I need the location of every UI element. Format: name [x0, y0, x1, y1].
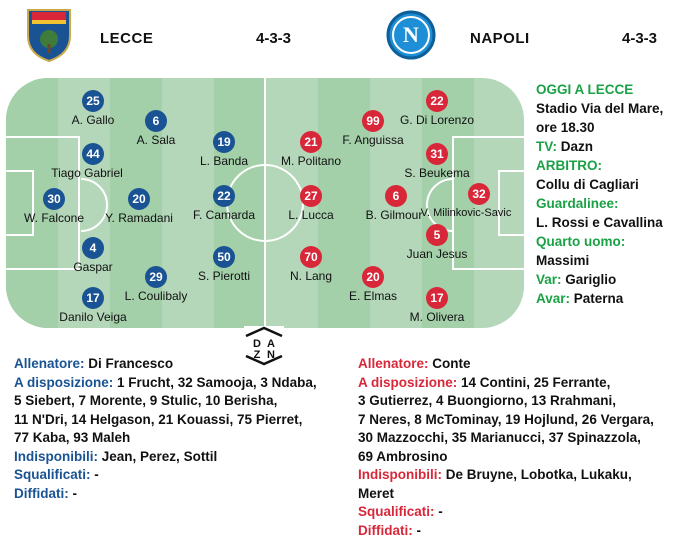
player-number: 17 — [426, 287, 448, 309]
napoli-crest — [386, 10, 436, 60]
player-name: Juan Jesus — [406, 247, 468, 261]
away-bench-label: A disposizione: — [358, 374, 458, 390]
player-name: W. Falcone — [23, 211, 85, 225]
player-number: 6 — [145, 110, 167, 132]
player-number: 19 — [213, 131, 235, 153]
home-coach: Di Francesco — [88, 356, 174, 371]
home-warned: - — [72, 485, 78, 501]
venue: Stadio Via del Mare, — [536, 101, 664, 116]
fourth-official-label: Quarto uomo: — [536, 234, 626, 249]
var-label: Var: — [536, 272, 562, 287]
home-team-name: LECCE — [100, 30, 154, 47]
player-number: 20 — [362, 266, 384, 288]
away-suspended-label: Squalificati: — [358, 504, 435, 519]
player-number: 31 — [426, 143, 448, 165]
home-warned-label: Diffidati: — [14, 485, 69, 501]
player-name: F. Camarda — [192, 208, 256, 222]
svg-text:A: A — [267, 338, 275, 350]
away-team-name: NAPOLI — [470, 30, 530, 47]
home-formation: 4-3-3 — [256, 30, 292, 47]
player-name: M. Politano — [280, 154, 342, 168]
player-name: Tiago Gabriel — [51, 166, 123, 180]
away-warned: - — [416, 522, 422, 538]
player-number: 22 — [213, 185, 235, 207]
home-suspended-label: Squalificati: — [14, 467, 91, 482]
player-name: G. Di Lorenzo — [399, 113, 475, 127]
away-coach: Conte — [432, 356, 471, 371]
center-circle — [226, 164, 304, 242]
fourth-official-value: Massimi — [536, 253, 590, 268]
referee-label: ARBITRO: — [536, 158, 602, 173]
player-name: L. Coulibaly — [124, 289, 188, 303]
away-formation: 4-3-3 — [622, 30, 658, 47]
lecce-crest — [26, 6, 72, 62]
away-suspended: - — [438, 504, 443, 519]
info-title: OGGI A LECCE — [536, 82, 634, 97]
player-name: Gaspar — [73, 260, 113, 274]
player-name: S. Pierotti — [197, 269, 251, 283]
player-name: V. Milinkovic-Savic — [420, 207, 512, 219]
player-number: 30 — [43, 188, 65, 210]
home-bench-line: 5 Siebert, 7 Morente, 9 Stulic, 10 Berisha, — [14, 393, 278, 408]
player-number: 44 — [82, 143, 104, 165]
player-number: 4 — [82, 237, 104, 259]
player-number: 17 — [82, 287, 104, 309]
player-name: B. Gilmour — [365, 208, 423, 222]
linesmen-label: Guardalinee: — [536, 196, 619, 211]
player-number: 99 — [362, 110, 384, 132]
away-bench-line: 14 Contini, 25 Ferrante, — [461, 374, 611, 390]
svg-text:Z: Z — [253, 349, 261, 361]
player-number: 70 — [300, 246, 322, 268]
home-unavailable: Jean, Perez, Sottil — [101, 448, 218, 464]
player-number: 6 — [385, 185, 407, 207]
avar-label: Avar: — [536, 291, 571, 306]
away-bench-line: 30 Mazzocchi, 35 Marianucci, 37 Spinazzola, — [358, 430, 641, 445]
away-squad-info — [358, 355, 678, 540]
svg-text:D: D — [253, 338, 261, 350]
kickoff: ore 18.30 — [536, 120, 595, 135]
home-unavailable-label: Indisponibili: — [14, 448, 98, 464]
player-name: A. Sala — [136, 133, 176, 147]
away-unavailable-label: Indisponibili: — [358, 467, 442, 482]
home-bench-line: 11 N'Dri, 14 Helgason, 21 Kouassi, 75 Pierret, — [14, 411, 303, 427]
player-name: L. Banda — [199, 154, 249, 168]
player-number: 25 — [82, 90, 104, 112]
svg-text:N: N — [403, 22, 419, 47]
player-number: 32 — [468, 183, 490, 205]
home-bench-line: 1 Frucht, 32 Samooja, 3 Ndaba, — [117, 374, 317, 390]
player-name: S. Beukema — [404, 166, 470, 180]
tv-value: Dazn — [560, 139, 594, 154]
player-number: 5 — [426, 224, 448, 246]
referee-value: Collu di Cagliari — [536, 177, 639, 192]
player-name: F. Anguissa — [342, 133, 404, 147]
away-unavailable-line: Meret — [358, 485, 395, 501]
player-number: 50 — [213, 246, 235, 268]
match-info — [536, 80, 676, 308]
player-number: 21 — [300, 131, 322, 153]
home-suspended: - — [94, 467, 99, 482]
away-coach-label: Allenatore: — [358, 356, 429, 371]
player-name: Danilo Veiga — [59, 310, 127, 324]
away-bench-line: 7 Neres, 8 McTominay, 19 Hojlund, 26 Vergara, — [358, 411, 654, 427]
var-value: Gariglio — [565, 272, 617, 287]
away-warned-label: Diffidati: — [358, 522, 413, 538]
tv-label: TV: — [536, 139, 558, 154]
player-name: A. Gallo — [71, 113, 115, 127]
svg-text:N: N — [267, 349, 275, 361]
away-bench-line: 69 Ambrosino — [358, 448, 448, 464]
player-number: 22 — [426, 90, 448, 112]
player-number: 27 — [300, 185, 322, 207]
player-name: M. Olivera — [409, 310, 465, 324]
home-squad-info — [14, 355, 344, 503]
player-name: N. Lang — [289, 269, 333, 283]
away-unavailable-line: De Bruyne, Lobotka, Lukaku, — [445, 467, 632, 482]
home-coach-label: Allenatore: — [14, 356, 85, 371]
linesmen-value: L. Rossi e Cavallina — [536, 215, 663, 230]
away-bench-line: 3 Gutierrez, 4 Buongiorno, 13 Rrahmani, — [358, 393, 617, 408]
avar-value: Paterna — [573, 291, 624, 306]
player-name: E. Elmas — [348, 289, 398, 303]
home-bench-line: 77 Kaba, 93 Maleh — [14, 430, 131, 445]
player-name: L. Lucca — [288, 208, 334, 222]
player-name: Y. Ramadani — [105, 211, 173, 225]
home-bench-label: A disposizione: — [14, 374, 114, 390]
player-number: 20 — [128, 188, 150, 210]
player-number: 29 — [145, 266, 167, 288]
